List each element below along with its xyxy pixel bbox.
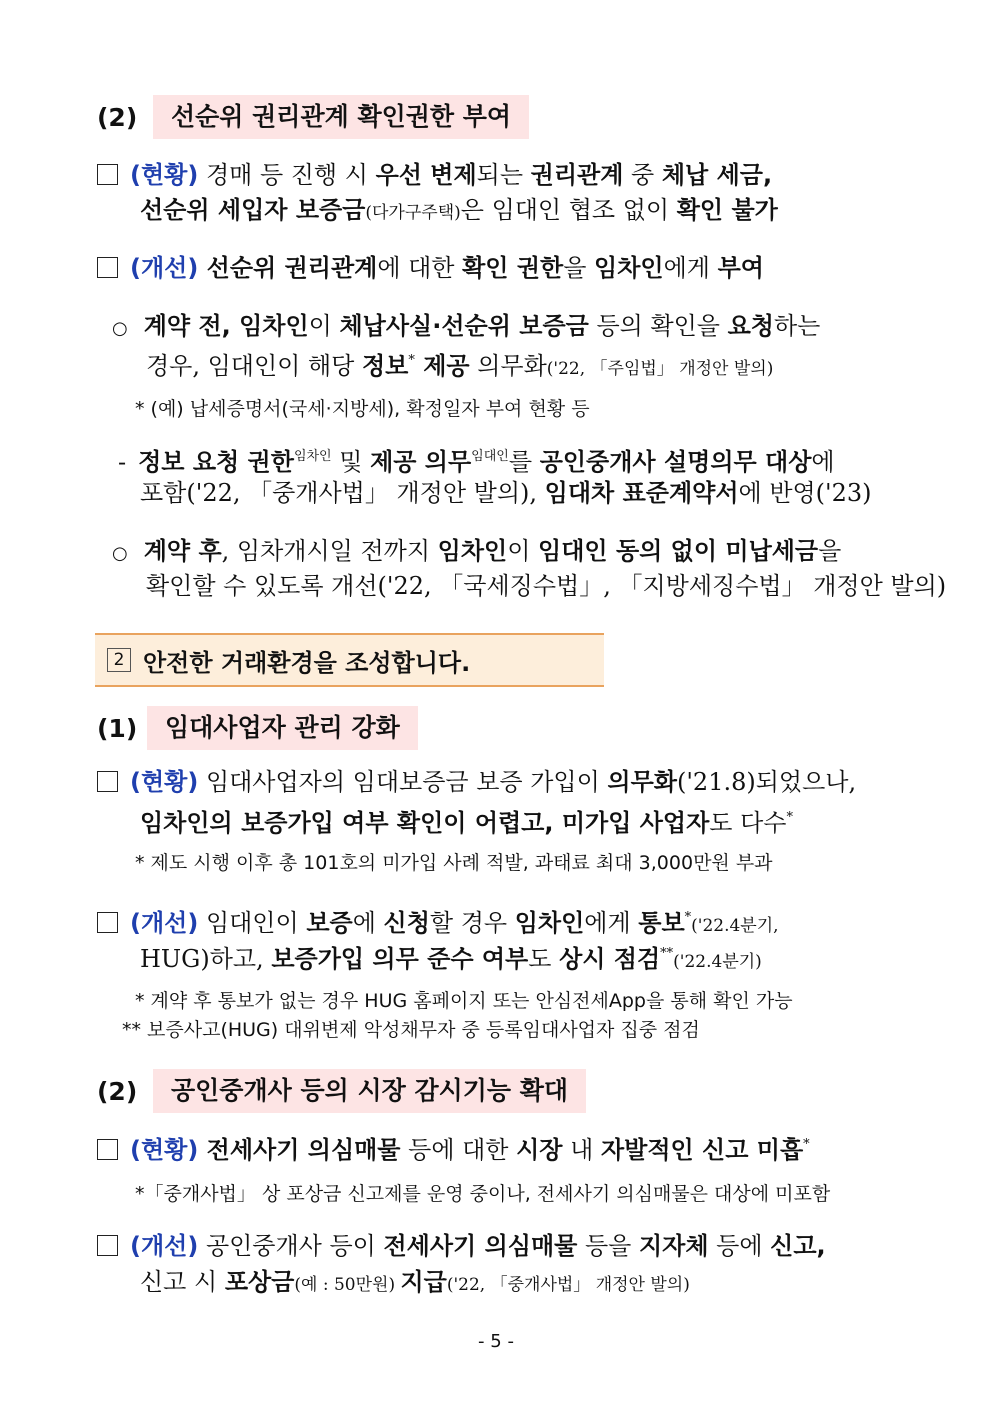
- chapter-heading-2: [95, 633, 604, 687]
- checkbox-icon: [97, 1139, 118, 1160]
- paragraph-status-2: (현황) 임대사업자의 임대보증금 보증 가입이 의무화('21.8)되었으나,: [97, 766, 856, 798]
- bullet-before-contract-line2: 경우, 임대인이 해당 정보* 제공 의무화('22, 「주임법」 개정안 발의): [146, 352, 774, 380]
- paragraph-improve-2-line2: HUG)하고, 보증가입 의무 준수 여부도 상시 점검**('22.4분기): [140, 945, 762, 973]
- checkbox-icon: [97, 771, 118, 792]
- note-3: * 계약 후 통보가 없는 경우 HUG 홈페이지 또는 안심전세App을 통해 확인 가능: [135, 990, 793, 1012]
- section-header-1: [97, 706, 418, 750]
- paragraph-status-1: (현황) 경매 등 진행 시 우선 변제되는 권리관계 중 체납 세금,: [97, 159, 772, 191]
- paragraph-status-2-line2: 임차인의 보증가입 여부 확인이 어렵고, 미가입 사업자도 다수*: [140, 809, 793, 837]
- page-number: - 5 -: [478, 1331, 514, 1352]
- section-title: 공인중개사 등의 시장 감시기능 확대: [153, 1069, 586, 1113]
- section-number: (2): [97, 1076, 138, 1106]
- checkbox-icon: [97, 257, 118, 278]
- note-5: *「중개사법」 상 포상금 신고제를 운영 중이나, 전세사기 의심매물은 대상에 미포함: [135, 1183, 831, 1205]
- section-title: 선순위 권리관계 확인권한 부여: [153, 95, 529, 139]
- section-title: 임대사업자 관리 강화: [147, 706, 418, 750]
- paragraph-improve-2: (개선) 임대인이 보증에 신청할 경우 임차인에게 통보*('22.4분기,: [97, 902, 779, 942]
- paragraph-improve-1: (개선) 선순위 권리관계에 대한 확인 권한을 임차인에게 부여: [97, 252, 764, 284]
- note-4: ** 보증사고(HUG) 대위변제 악성채무자 중 등록임대사업자 집중 점검: [122, 1019, 700, 1041]
- dash-item-info-rights: - 정보 요청 권한$^{임차인}$ 및 제공 의무$^{임대인}$를 공인중개사 설명의무 대상에: [118, 448, 835, 476]
- note-2: * 제도 시행 이후 총 101호의 미가입 사례 적발, 과태료 최대 3,000만원 부과: [135, 852, 773, 874]
- section-number: (2): [97, 102, 138, 132]
- bullet-after-contract: ○ 계약 후, 임차개시일 전까지 임차인이 임대인 동의 없이 미납세금을: [112, 537, 842, 565]
- checkbox-icon: [97, 164, 118, 185]
- bullet-after-contract-line2: 확인할 수 있도록 개선('22, 「국세징수법」, 「지방세징수법」 개정안 발의): [146, 572, 947, 600]
- chapter-number: 2: [107, 648, 131, 672]
- bullet-before-contract: ○ 계약 전, 임차인이 체납사실·선순위 보증금 등의 확인을 요청하는: [112, 312, 821, 340]
- section-header-2: [97, 95, 529, 139]
- paragraph-status-1-line2: 선순위 세입자 보증금(다가구주택)은 임대인 협조 없이 확인 불가: [140, 196, 778, 224]
- dash-item-info-rights-line2: 포함('22, 「중개사법」 개정안 발의), 임대차 표준계약서에 반영('23): [140, 479, 872, 507]
- section-header-2b: [97, 1069, 586, 1113]
- note-1: * (예) 납세증명서(국세·지방세), 확정일자 부여 현황 등: [135, 398, 590, 420]
- paragraph-improve-3: (개선) 공인중개사 등이 전세사기 의심매물 등을 지자체 등에 신고,: [97, 1230, 826, 1262]
- chapter-title: 안전한 거래환경을 조성합니다.: [143, 648, 471, 677]
- checkbox-icon: [97, 912, 118, 933]
- section-number: (1): [97, 713, 138, 743]
- paragraph-improve-3-line2: 신고 시 포상금(예 : 50만원) 지급('22, 「중개사법」 개정안 발의): [140, 1268, 690, 1296]
- paragraph-status-3: (현황) 전세사기 의심매물 등에 대한 시장 내 자발적인 신고 미흡*: [97, 1129, 810, 1166]
- checkbox-icon: [97, 1235, 118, 1256]
